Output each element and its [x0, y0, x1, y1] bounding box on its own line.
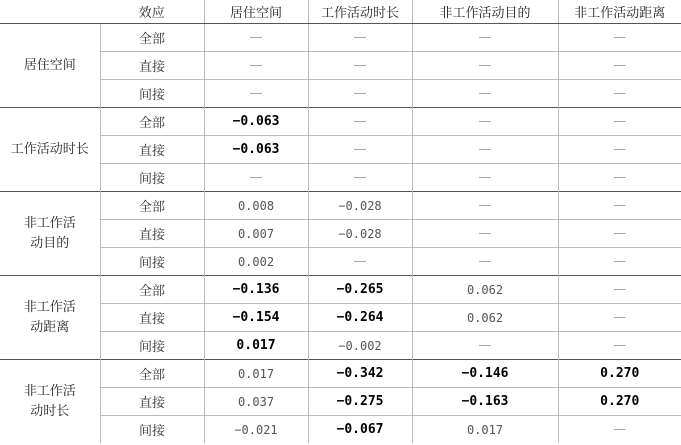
- table-row: [0, 388, 681, 416]
- value-cell: −0.264: [308, 304, 412, 332]
- value-cell: —: [412, 52, 558, 80]
- value-cell: —: [558, 248, 681, 276]
- value-cell: 0.062: [412, 304, 558, 332]
- value-cell: —: [558, 108, 681, 136]
- effect-label: 全部: [100, 360, 204, 388]
- variable-label-line: 动时长: [30, 403, 70, 419]
- value-cell: —: [204, 164, 308, 192]
- table-row: [0, 52, 681, 80]
- value-cell: —: [412, 108, 558, 136]
- value-cell: —: [558, 220, 681, 248]
- header-work-duration: 工作活动时长: [308, 0, 412, 24]
- table-row: [0, 136, 681, 164]
- value-cell: —: [412, 248, 558, 276]
- value-cell: 0.037: [204, 388, 308, 416]
- effect-label: 间接: [138, 340, 165, 355]
- value-cell: —: [412, 24, 558, 52]
- effect-label: 间接: [138, 424, 165, 439]
- value-cell: 0.007: [204, 220, 308, 248]
- value-cell: —: [558, 80, 681, 108]
- value-cell: −0.067: [308, 416, 412, 444]
- value-cell: −0.342: [308, 360, 412, 388]
- value-cell: −0.063: [204, 108, 308, 136]
- value-cell: —: [558, 52, 681, 80]
- value-cell: −0.136: [204, 276, 308, 304]
- value-cell: 0.017: [204, 332, 308, 360]
- value-cell: —: [558, 276, 681, 304]
- value-cell: —: [412, 192, 558, 220]
- effect-label: 间接: [138, 88, 165, 103]
- value-cell: —: [412, 80, 558, 108]
- header-nonwork-distance: 非工作活动距离: [558, 0, 681, 24]
- variable-label-line: 非工作活: [23, 299, 76, 315]
- value-cell: −0.002: [308, 332, 412, 360]
- value-cell: 0.017: [204, 360, 308, 388]
- value-cell: 0.008: [204, 192, 308, 220]
- effect-label: 直接: [100, 304, 204, 332]
- variable-label: [0, 24, 100, 108]
- value-cell: 0.017: [412, 416, 558, 444]
- table-body: [0, 24, 681, 444]
- header-effect: 效应: [100, 0, 204, 24]
- table-row: [0, 276, 681, 304]
- variable-label: [0, 276, 100, 360]
- value-cell: —: [204, 24, 308, 52]
- value-cell: —: [204, 80, 308, 108]
- value-cell: −0.028: [308, 220, 412, 248]
- table-row: [0, 192, 681, 220]
- effect-label: 全部: [100, 192, 204, 220]
- header-nonwork-purpose: 非工作活动目的: [412, 0, 558, 24]
- value-cell: —: [558, 136, 681, 164]
- effect-label: 全部: [100, 276, 204, 304]
- value-cell: −0.021: [204, 416, 308, 444]
- effect-label: 直接: [100, 136, 204, 164]
- table-row: [0, 416, 681, 444]
- effect-label: 间接: [138, 256, 165, 271]
- variable-label-line: 非工作活: [23, 215, 76, 231]
- table-row: [0, 80, 681, 108]
- value-cell: —: [558, 192, 681, 220]
- effect-label: 间接: [138, 172, 165, 187]
- value-cell: 0.002: [204, 248, 308, 276]
- value-cell: —: [412, 164, 558, 192]
- value-cell: —: [558, 304, 681, 332]
- value-cell: —: [308, 248, 412, 276]
- variable-label-line: 动目的: [30, 235, 70, 251]
- value-cell: −0.146: [412, 360, 558, 388]
- value-cell: —: [558, 332, 681, 360]
- value-cell: —: [308, 24, 412, 52]
- value-cell: −0.154: [204, 304, 308, 332]
- variable-label-line: 动距离: [30, 319, 70, 335]
- effect-label: 直接: [100, 388, 204, 416]
- header-row: [0, 0, 681, 24]
- value-cell: —: [308, 52, 412, 80]
- value-cell: —: [412, 332, 558, 360]
- variable-label-line: 居住空间: [23, 57, 76, 73]
- table-row: [0, 248, 681, 276]
- value-cell: 0.270: [558, 388, 681, 416]
- table-row: [0, 220, 681, 248]
- table-row: [0, 304, 681, 332]
- value-cell: —: [558, 24, 681, 52]
- table-row: [0, 108, 681, 136]
- table-row: [0, 24, 681, 52]
- variable-label: [0, 108, 100, 192]
- variable-label-line: 非工作活: [23, 383, 76, 399]
- value-cell: —: [308, 108, 412, 136]
- effect-label: 全部: [100, 108, 204, 136]
- table-row: [0, 164, 681, 192]
- variable-label: [0, 192, 100, 276]
- variable-label: [0, 360, 100, 444]
- variable-label-line: 工作活动时长: [10, 141, 89, 157]
- effect-label: 直接: [100, 52, 204, 80]
- value-cell: 0.062: [412, 276, 558, 304]
- value-cell: —: [558, 164, 681, 192]
- value-cell: −0.028: [308, 192, 412, 220]
- effect-label: 全部: [100, 24, 204, 52]
- value-cell: —: [308, 80, 412, 108]
- effect-label: 直接: [100, 220, 204, 248]
- header-variable: [0, 0, 100, 24]
- table-row: [0, 360, 681, 388]
- value-cell: —: [412, 220, 558, 248]
- value-cell: —: [558, 416, 681, 444]
- value-cell: —: [204, 52, 308, 80]
- value-cell: −0.275: [308, 388, 412, 416]
- value-cell: −0.163: [412, 388, 558, 416]
- value-cell: —: [412, 136, 558, 164]
- value-cell: 0.270: [558, 360, 681, 388]
- value-cell: −0.063: [204, 136, 308, 164]
- value-cell: —: [308, 164, 412, 192]
- value-cell: —: [308, 136, 412, 164]
- header-residential-space: 居住空间: [204, 0, 308, 24]
- value-cell: −0.265: [308, 276, 412, 304]
- table-row: [0, 332, 681, 360]
